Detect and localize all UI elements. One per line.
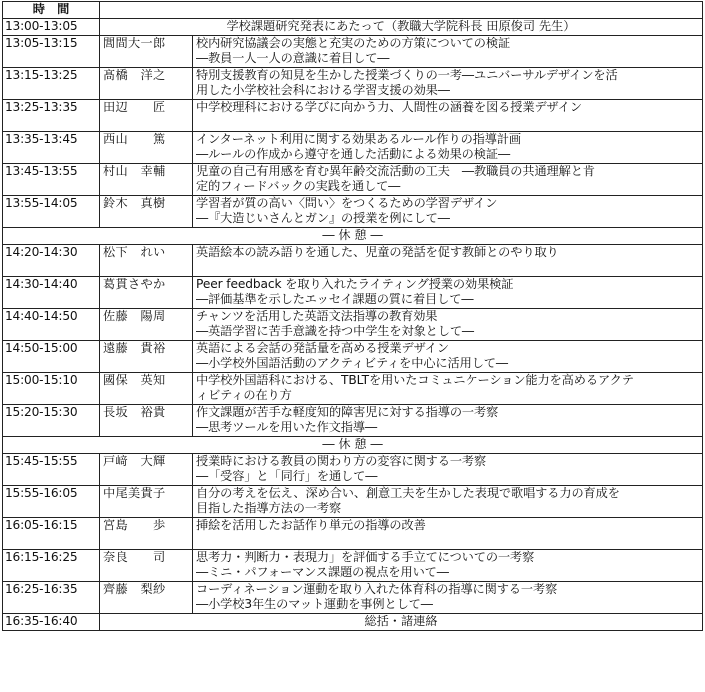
presentation-title	[193, 518, 703, 550]
session-row	[3, 36, 703, 68]
presenter-name: 村山 幸輔	[100, 164, 193, 196]
presentation-title	[193, 373, 703, 405]
session-time: 14:50-15:00	[3, 341, 100, 373]
presentation-title	[193, 486, 703, 518]
session-row	[3, 486, 703, 518]
presentation-title	[193, 550, 703, 582]
presenter-name: 閭間大一郎	[100, 36, 193, 68]
presenter-name: 戸﨑 大輝	[100, 454, 193, 486]
break-label: ― 休 憩 ―	[3, 437, 703, 454]
opening-time: 13:00-13:05	[3, 19, 100, 36]
presentation-title	[193, 309, 703, 341]
title-line-2: 用した小学校社会科における学習支援の効果―	[196, 83, 450, 97]
title-line-1: Peer feedback を取り入れたライティング授業の効果検証	[196, 277, 514, 291]
title-line-2: ―思考ツールを用いた作文指導―	[196, 420, 378, 434]
header-blank	[100, 2, 703, 19]
title-line-1: 授業時における教員の関わり方の変容に関する一考察	[196, 454, 487, 468]
title-line-2: ―ルールの作成から遵守を通した活動による効果の検証―	[196, 147, 511, 161]
break-row	[3, 437, 703, 454]
presenter-name: 長坂 裕貴	[100, 405, 193, 437]
title-line-2: ―小学校3年生のマット運動を事例として―	[196, 597, 433, 611]
session-row	[3, 68, 703, 100]
session-time: 15:20-15:30	[3, 405, 100, 437]
session-row	[3, 164, 703, 196]
title-line-1: 自分の考えを伝え、深め合い、創意工夫を生かした表現で歌唱する力の育成を	[196, 486, 620, 500]
title-line-1: チャンツを活用した英語文法指導の教育効果	[196, 309, 438, 323]
title-line-2	[196, 115, 699, 130]
closing-row	[3, 614, 703, 631]
session-time: 13:05-13:15	[3, 36, 100, 68]
session-row	[3, 132, 703, 164]
presenter-name: 奈良 司	[100, 550, 193, 582]
title-line-2	[196, 533, 699, 548]
title-line-1: 思考力・判断力・表現力」を評価する手立てについての一考察	[196, 550, 535, 564]
closing-text: 総括・諸連絡	[100, 614, 703, 631]
title-line-2: ィビティの在り方	[196, 388, 292, 402]
presenter-name: 西山 篤	[100, 132, 193, 164]
session-row	[3, 100, 703, 132]
title-line-2: ―教員一人一人の意識に着目して―	[196, 51, 390, 65]
session-time: 13:15-13:25	[3, 68, 100, 100]
presentation-title	[193, 245, 703, 277]
presentation-title	[193, 582, 703, 614]
presenter-name: 鈴木 真樹	[100, 196, 193, 228]
title-line-1: 児童の自己有用感を育む異年齢交流活動の工夫 ―教職員の共通理解と肯	[196, 164, 595, 178]
presenter-name: 髙橋 洋之	[100, 68, 193, 100]
session-row	[3, 309, 703, 341]
presentation-title	[193, 132, 703, 164]
session-row	[3, 550, 703, 582]
title-line-1: コーディネーション運動を取り入れた体育科の指導に関する一考察	[196, 582, 558, 596]
session-time: 15:45-15:55	[3, 454, 100, 486]
title-line-1: 英語絵本の読み語りを通した、児童の発話を促す教師とのやり取り	[196, 245, 559, 259]
presentation-title	[193, 341, 703, 373]
session-row	[3, 518, 703, 550]
title-line-2: ―『大造じいさんとガン』の授業を例にして―	[196, 211, 450, 225]
session-time: 16:15-16:25	[3, 550, 100, 582]
break-label: ― 休 憩 ―	[3, 228, 703, 245]
opening-text: 学校課題研究発表にあたって（教職大学院科長 田原俊司 先生）	[100, 19, 703, 36]
session-row	[3, 196, 703, 228]
closing-time: 16:35-16:40	[3, 614, 100, 631]
presentation-title	[193, 454, 703, 486]
session-row	[3, 245, 703, 277]
presenter-name: 田辺 匠	[100, 100, 193, 132]
session-time: 15:00-15:10	[3, 373, 100, 405]
presentation-title	[193, 277, 703, 309]
title-line-1: 挿絵を活用したお話作り単元の指導の改善	[196, 518, 426, 532]
presentation-title	[193, 196, 703, 228]
presentation-title	[193, 100, 703, 132]
session-row	[3, 373, 703, 405]
title-line-1: 学習者が質の高い〈問い〉をつくるための学習デザイン	[196, 196, 498, 210]
schedule-table	[2, 1, 703, 631]
session-time: 14:40-14:50	[3, 309, 100, 341]
session-time: 16:05-16:15	[3, 518, 100, 550]
presenter-name: 葛貫さやか	[100, 277, 193, 309]
presenter-name: 齊藤 梨紗	[100, 582, 193, 614]
presentation-title	[193, 164, 703, 196]
session-time: 14:20-14:30	[3, 245, 100, 277]
session-row	[3, 405, 703, 437]
title-line-2: ―「受容」と「同行」を通して―	[196, 469, 378, 483]
title-line-2	[196, 260, 699, 275]
session-time: 15:55-16:05	[3, 486, 100, 518]
presenter-name: 宮島 歩	[100, 518, 193, 550]
presentation-title	[193, 405, 703, 437]
title-line-2: ―ミニ・パフォーマンス課題の視点を用いて―	[196, 565, 449, 579]
header-row	[3, 2, 703, 19]
title-line-1: 中学校理科における学びに向かう力、人間性の涵養を図る授業デザイン	[196, 100, 582, 114]
presenter-name: 佐藤 陽周	[100, 309, 193, 341]
presenter-name: 國保 英知	[100, 373, 193, 405]
session-row	[3, 341, 703, 373]
opening-row	[3, 19, 703, 36]
title-line-2: ―英語学習に苦手意識を持つ中学生を対象として―	[196, 324, 475, 338]
title-line-1: 特別支援教育の知見を生かした授業づくりの一考―ユニバーサルデザインを活	[196, 68, 618, 82]
session-time: 14:30-14:40	[3, 277, 100, 309]
title-line-1: 校内研究協議会の実態と充実のための方策についての検証	[196, 36, 511, 50]
session-time: 13:25-13:35	[3, 100, 100, 132]
presentation-title	[193, 36, 703, 68]
session-row	[3, 454, 703, 486]
presentation-title	[193, 68, 703, 100]
title-line-2: 目指した指導方法の一考察	[196, 501, 342, 515]
title-line-2: ―評価基準を示したエッセイ課題の質に着目して―	[196, 292, 474, 306]
title-line-2: ―小学校外国語活動のアクティビティを中心に活用して―	[196, 356, 508, 370]
break-row	[3, 228, 703, 245]
title-line-1: 作文課題が苦手な軽度知的障害児に対する指導の一考察	[196, 405, 499, 419]
title-line-2: 定的フィードバックの実践を通して―	[196, 179, 401, 193]
session-time: 13:45-13:55	[3, 164, 100, 196]
session-row	[3, 277, 703, 309]
presenter-name: 遠藤 貴裕	[100, 341, 193, 373]
presenter-name: 中尾美貴子	[100, 486, 193, 518]
session-time: 13:35-13:45	[3, 132, 100, 164]
title-line-1: インターネット利用に関する効果あるルール作りの指導計画	[196, 132, 522, 146]
title-line-1: 英語による会話の発話量を高める授業デザイン	[196, 341, 449, 355]
session-row	[3, 582, 703, 614]
header-time: 時 間	[3, 2, 100, 19]
session-time: 16:25-16:35	[3, 582, 100, 614]
presenter-name: 松下 れい	[100, 245, 193, 277]
session-time: 13:55-14:05	[3, 196, 100, 228]
title-line-1: 中学校外国語科における、TBLTを用いたコミュニケーション能力を高めるアクテ	[196, 373, 634, 387]
